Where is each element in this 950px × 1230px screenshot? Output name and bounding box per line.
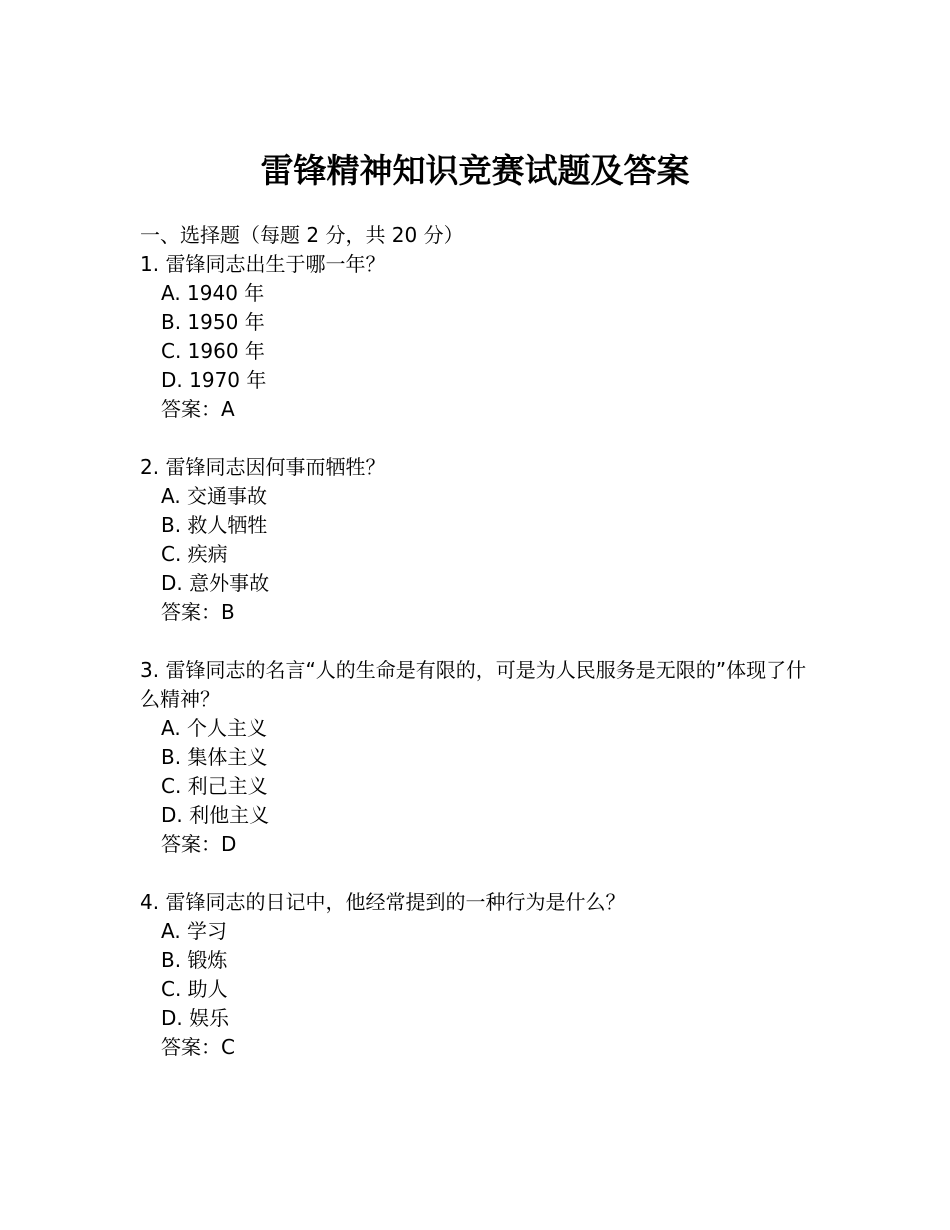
document-title: 雷锋精神知识竞赛试题及答案	[260, 151, 690, 190]
option-a: A. 学习	[161, 919, 228, 943]
option-b: B. 救人牺牲	[161, 513, 268, 537]
question-2	[140, 453, 820, 627]
question-text: 4. 雷锋同志的日记中，他经常提到的一种行为是什么？	[140, 890, 626, 914]
question-text: 1. 雷锋同志出生于哪一年？	[140, 252, 386, 276]
option-c: C. 利己主义	[161, 774, 268, 798]
answer-text: 答案：B	[161, 600, 235, 624]
section-heading: 一、选择题（每题 2 分，共 20 分）	[140, 223, 464, 247]
option-a: A. 个人主义	[161, 716, 268, 740]
option-d: D. 意外事故	[161, 571, 270, 595]
option-b: B. 1950 年	[161, 310, 265, 334]
answer-text: 答案：A	[161, 397, 235, 421]
question-3	[140, 656, 820, 859]
answer-text: 答案：D	[161, 832, 237, 856]
question-text: 3. 雷锋同志的名言“人的生命是有限的，可是为人民服务是无限的”体现了什么精神？	[140, 658, 807, 711]
option-d: D. 利他主义	[161, 803, 270, 827]
option-b: B. 集体主义	[161, 745, 268, 769]
option-c: C. 疾病	[161, 542, 228, 566]
question-text: 2. 雷锋同志因何事而牺牲？	[140, 455, 386, 479]
question-1	[140, 250, 820, 424]
option-d: D. 1970 年	[161, 368, 267, 392]
option-a: A. 交通事故	[161, 484, 268, 508]
question-4	[140, 888, 820, 1062]
option-b: B. 锻炼	[161, 948, 228, 972]
answer-text: 答案：C	[161, 1035, 235, 1059]
option-a: A. 1940 年	[161, 281, 265, 305]
document-body	[140, 221, 820, 1091]
option-d: D. 娱乐	[161, 1006, 230, 1030]
option-c: C. 1960 年	[161, 339, 265, 363]
option-c: C. 助人	[161, 977, 228, 1001]
